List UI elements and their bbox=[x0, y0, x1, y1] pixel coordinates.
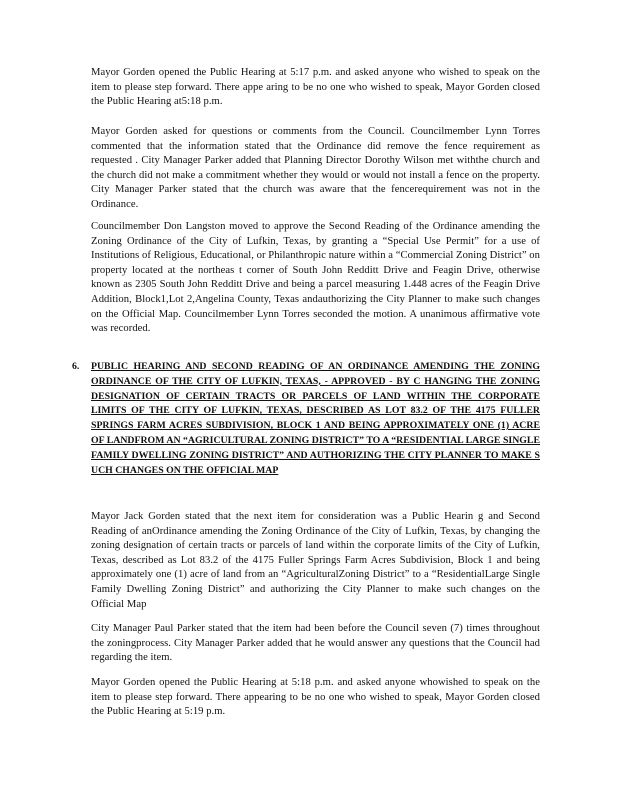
item-intro-paragraph: Mayor Jack Gorden stated that the next item for consideration was a Public Hearin g and Second Reading of anOrdinance amending the Zoning Ordinance of the City of Lufkin, Texas, by changing the zoning designation of certain tracts or parcels of land within the corporate limits of the City of Lufkin, Texas, described as Lot 83.2 of the 4175 Fuller Springs Farm Acres Subdivision, Block 1 and being approximately one (1) acre of land from an “AgriculturalZoning District” to a “ResidentialLarge Single Family Dwelling Zoning District” and authorizing the City Planner to make such changes on the Official Map bbox=[91, 511, 540, 610]
item-heading: PUBLIC HEARING AND SECOND READING OF AN ORDINANCE AMENDING THE ZONING ORDINANCE OF THE CITY OF LUFKIN, TEXAS, - APPROVED - BY C HANGING THE ZONING DESIGNATION OF CERTAIN TRACTS OR PARCELS OF LAND WITHIN THE CORPORATE LIMITS OF THE CITY OF LUFKIN, TEXAS, DESCRIBED AS LOT 83.2 OF THE 4175 FULLER SPRINGS FARM ACRES SUBDIVISION, BLOCK 1 AND BEING APPROXIMATELY ONE (1) ACRE OF LANDFROM AN “AGRICULTURAL ZONING DISTRICT” TO A “RESIDENTIAL LARGE SINGLE FAMILY DWELLING ZONING DISTRICT” AND AUTHORIZING THE CITY PLANNER TO MAKE S UCH CHANGES ON THE OFFICIAL MAP bbox=[91, 361, 540, 476]
hearing-paragraph: Mayor Gorden opened the Public Hearing at 5:17 p.m. and asked anyone who wished to speak on the item to please step forward. There appe aring to be no one who wished to speak, Mayor Gorden closed the Public Hearing at5:18 p.m. bbox=[91, 67, 540, 108]
city-manager-paragraph: City Manager Paul Parker stated that the item had been before the Council seven (7) times throughout the zoningprocess. City Manager Parker added that he would answer any questions that the Council had regarding the item. bbox=[91, 623, 540, 664]
council-questions-paragraph: Mayor Gorden asked for questions or comments from the Council. Councilmember Lynn Torres commented that the information stated that the Ordinance did remove the fence requirement as requested . City Manager Parker added that Planning Director Dorothy Wilson met withthe church and the church did not make a commitment whether they would or would not install a fence on the property. City Manager Parker stated that the church was aware that the fencerequirement was not in the Ordinance. bbox=[91, 126, 540, 210]
item-number: 6. bbox=[72, 361, 80, 372]
motion-paragraph: Councilmember Don Langston moved to approve the Second Reading of the Ordinance amending the Zoning Ordinance of the City of Lufkin, Texas, by granting a “Special Use Permit” for a use of Institutions of Religious, Educational, or Philanthropic nature within a “Commercial Zoning District” on property located at the northeas t corner of South John Redditt Drive and Feagin Drive, otherwise known as 2305 South John Redditt Drive and being a parcel measuring 1.448 acres of the Feagin Drive Addition, Block1,Lot 2,Angelina County, Texas andauthorizing the City Planner to make such changes on the Official Map. Councilmember Lynn Torres seconded the motion. A unanimous affirmative vote was recorded. bbox=[91, 221, 540, 335]
hearing-paragraph-second: Mayor Gorden opened the Public Hearing at 5:18 p.m. and asked anyone whowished to speak on the item to please step forward. There appearing to be no one who wished to speak, Mayor Gorden closed the Public Hearing at 5:19 p.m. bbox=[91, 677, 540, 718]
